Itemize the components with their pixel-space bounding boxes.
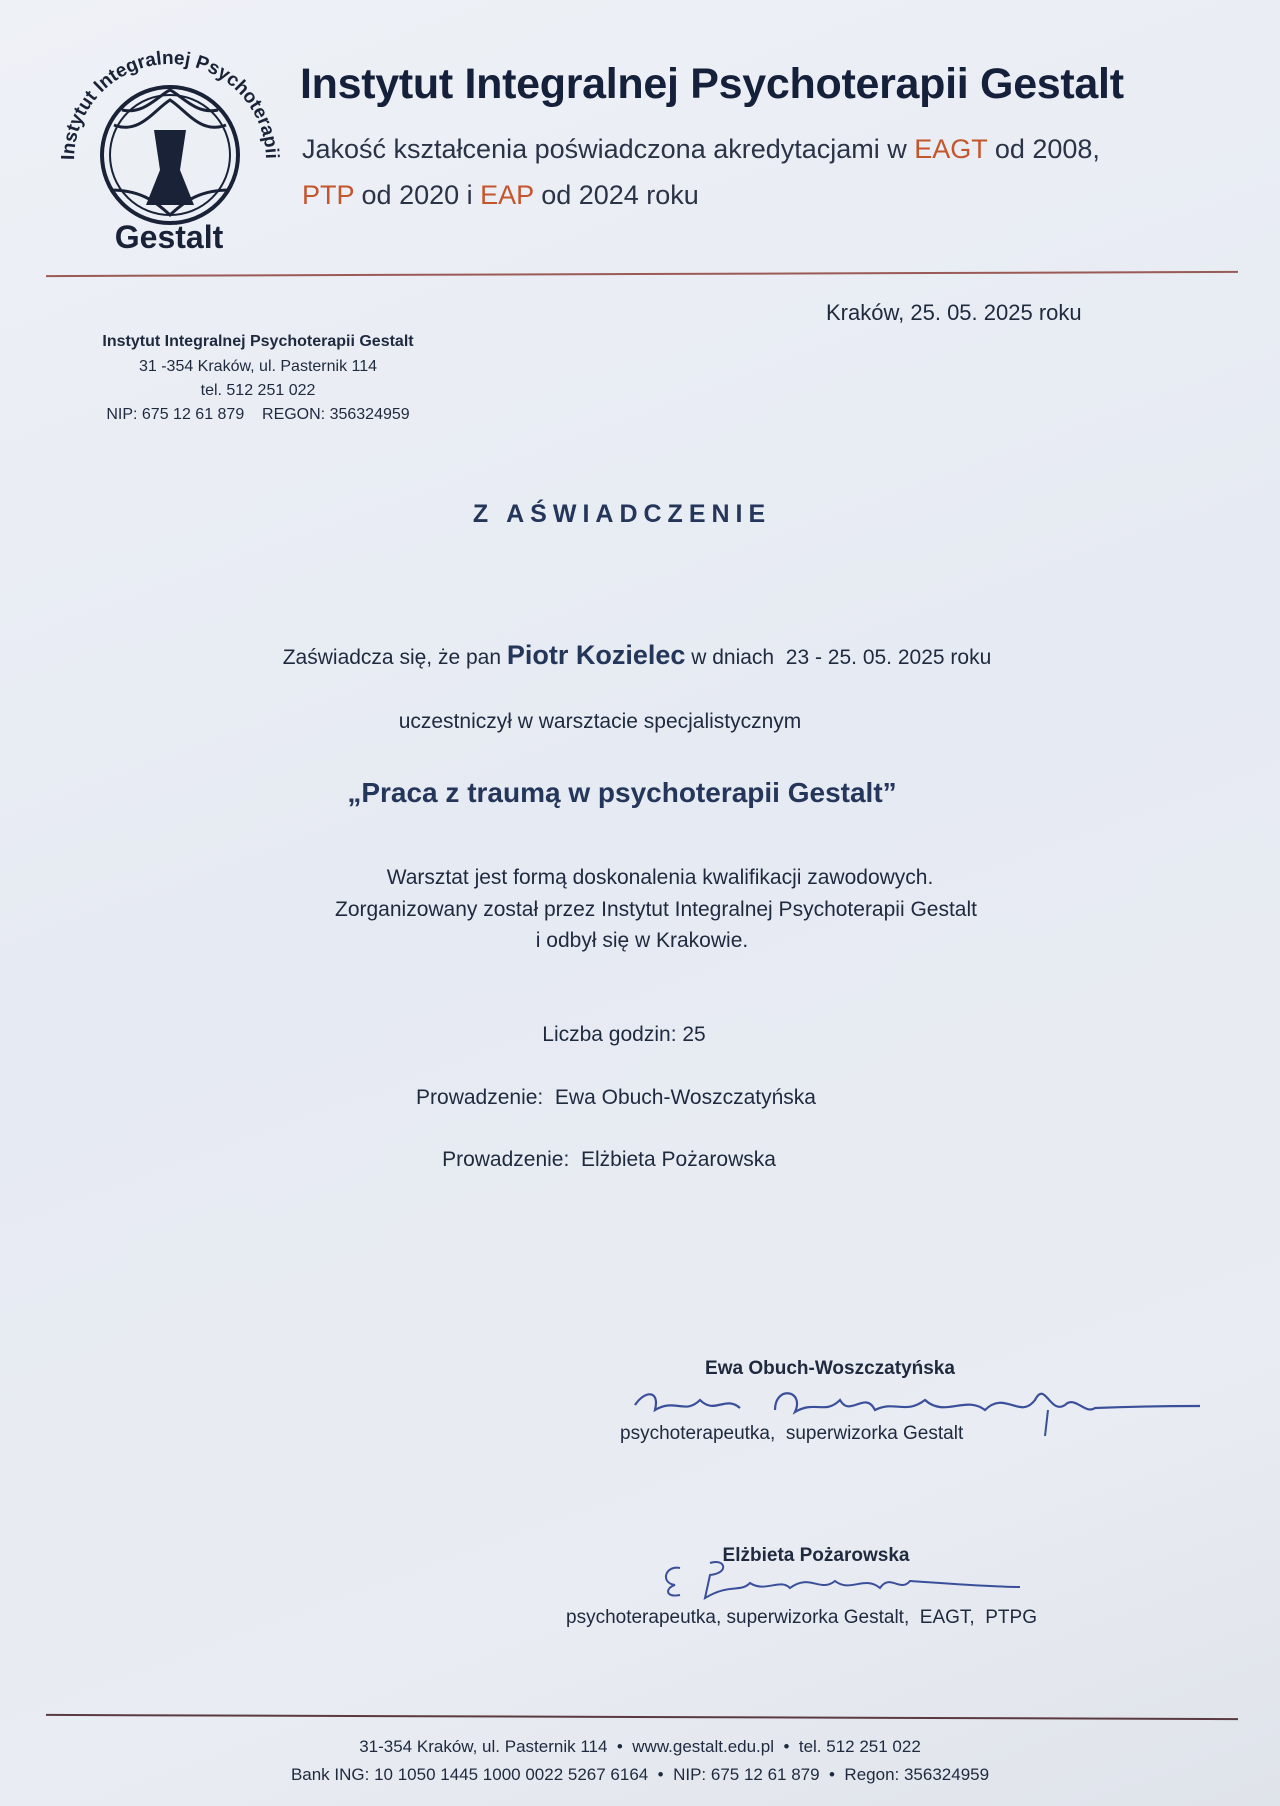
address-ids: NIP: 675 12 61 879 REGON: 356324959 <box>106 406 410 423</box>
issue-date: Kraków, 25. 05. 2025 roku <box>826 300 1082 325</box>
participant-name: Piotr Kozielec <box>506 640 686 670</box>
accreditation-line-1: Jakość kształcenia poświadczona akredytacjami w EAGT od 2008, <box>302 134 1100 164</box>
footer-bank-details: Bank ING: 10 1050 1445 1000 0022 5267 6164 • NIP: 675 12 61 879 • Regon: 356324959 <box>290 1765 990 1784</box>
footer-divider <box>46 1714 1238 1720</box>
address-tel: tel. 512 251 022 <box>200 382 316 399</box>
address-name: Instytut Integralnej Psychoterapii Gestalt <box>102 333 414 350</box>
tree-trunk <box>146 130 194 205</box>
description-line: Warsztat jest formą doskonalenia kwalifikacji zawodowych. <box>386 866 934 889</box>
signer-2-role: psychoterapeutka, superwizorka Gestalt, EAGT, PTPG <box>566 1607 1037 1628</box>
signature-2 <box>650 1553 1030 1603</box>
description-line: i odbył się w Krakowie. <box>535 929 749 952</box>
institute-logo <box>44 40 294 270</box>
institute-title: Instytut Integralnej Psychoterapii Gestalt <box>300 60 1124 108</box>
hours-count: Liczba godzin: 25 <box>542 1023 706 1046</box>
signer-1-role: psychoterapeutka, superwizorka Gestalt <box>620 1423 964 1444</box>
svg-text:Instytut Integralnej Psychoter: Instytut Integralnej Psychoterapii <box>57 47 283 161</box>
document-heading: Z AŚWIADCZENIE <box>472 500 772 528</box>
header-divider <box>46 271 1238 277</box>
leader-2: Prowadzenie: Elżbieta Pożarowska <box>442 1148 776 1171</box>
course-title: „Praca z traumą w psychoterapii Gestalt” <box>347 777 897 808</box>
participation-line: uczestniczył w warsztacie specjalistycznym <box>398 710 802 733</box>
signer-1-name: Ewa Obuch-Woszczatyńska <box>705 1358 955 1379</box>
accreditation-line-2: PTP od 2020 i EAP od 2024 roku <box>302 180 699 210</box>
footer-contact: 31-354 Kraków, ul. Pasternik 114 • www.gestalt.edu.pl • tel. 512 251 022 <box>359 1737 921 1756</box>
certification-line: Zaświadcza się, że pan Piotr Kozielec w dniach 23 - 25. 05. 2025 roku <box>282 640 992 670</box>
address-street: 31 -354 Kraków, ul. Pasternik 114 <box>138 358 378 375</box>
leader-1: Prowadzenie: Ewa Obuch-Woszczatyńska <box>416 1086 816 1109</box>
description-line: Zorganizowany został przez Instytut Integralnej Psychoterapii Gestalt <box>335 898 977 921</box>
svg-text:Gestalt: Gestalt <box>114 219 224 255</box>
signer-2-name: Elżbieta Pożarowska <box>722 1545 910 1566</box>
